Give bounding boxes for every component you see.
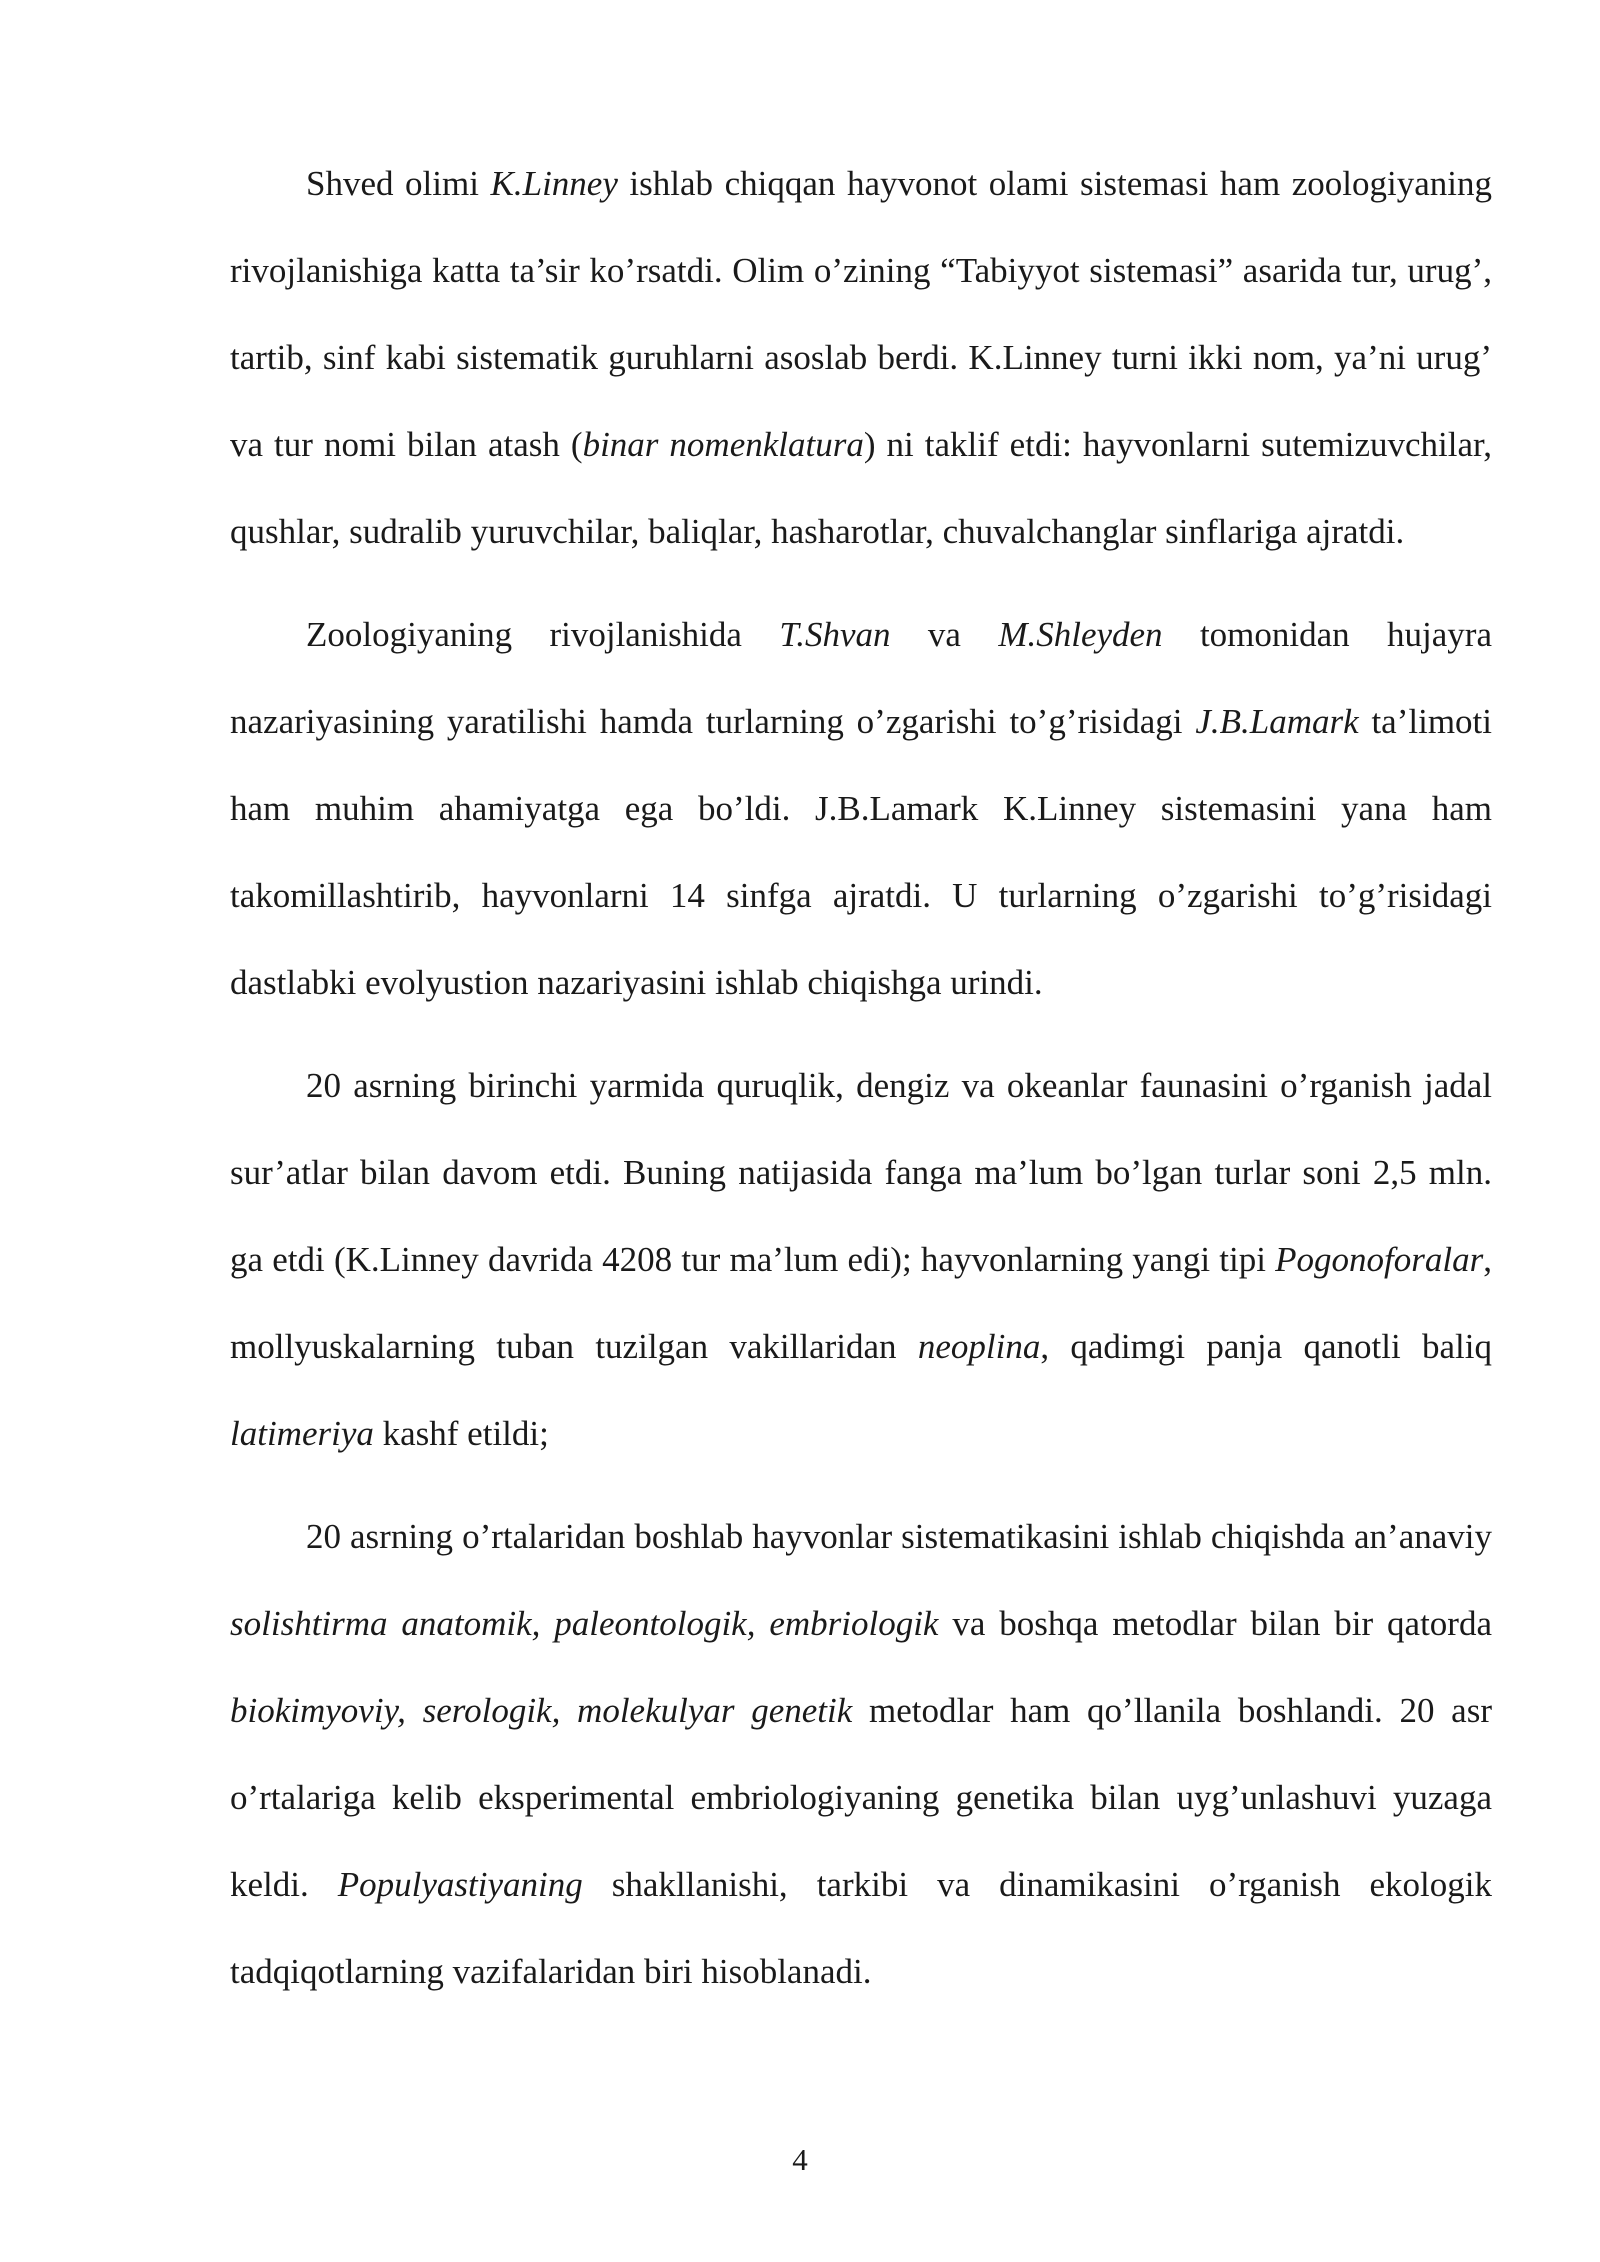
paragraph-cell-theory (230, 591, 1492, 1026)
text-run: 20 asrning birinchi yarmida quruqlik, dengiz va okeanlar faunasini o’rganish jadal sur’atlar bilan davom etdi. Buning natijasida fanga ma’lum bo’lgan turlar soni 2,5 mln. ga etdi (K.Linney davrida 4208 tur ma’lum edi); hayvonlarning yangi tipi (230, 1066, 1492, 1279)
italic-term: biokimyoviy, serologik, molekulyar genetik (230, 1691, 853, 1730)
text-run: Shved olimi (306, 164, 491, 203)
text-run: kashf etildi; (373, 1414, 549, 1453)
text-run: shakllanishi, tarkibi va dinamikasini o’rganish ekologik tadqiqotlarning vazifalaridan biri hisoblanadi. (230, 1865, 1492, 1991)
italic-term: solishtirma anatomik, paleontologik, embriologik (230, 1604, 939, 1643)
text-run: ta’limoti ham muhim ahamiyatga ega bo’ldi. J.B.Lamark K.Linney sistemasini yana ham takomillashtirib, hayvonlarni 14 sinfga ajratdi. U turlarning o’zgarishi to’g’risidagi dastlabki evolyustion nazariyasini ishlab chiqishga urindi. (230, 702, 1492, 1002)
italic-term: M.Shleyden (998, 615, 1163, 654)
text-run: , mollyuskalarning tuban tuzilgan vakillaridan (230, 1240, 1492, 1366)
paragraph-fauna-study (230, 1042, 1492, 1477)
text-run: va (890, 615, 999, 654)
page-number: 4 (792, 2142, 808, 2177)
italic-term: neoplina (917, 1327, 1041, 1366)
text-run: , qadimgi panja qanotli baliq (1040, 1327, 1492, 1366)
italic-term: latimeriya (230, 1414, 374, 1453)
italic-term: K.Linney (490, 164, 618, 203)
text-run: ishlab chiqqan hayvonot olami sistemasi ham zoologiyaning rivojlanishiga katta ta’sir ko’rsatdi. Olim o’zining “Tabiyyot sistemasi” asarida tur, urug’, tartib, sinf kabi sistematik guruhlarni asoslab berdi. K.Linney turni ikki nom, ya’ni urug’ va tur nomi bilan atash ( (230, 164, 1492, 464)
text-run: ) ni taklif etdi: hayvonlarni sutemizuvchilar, qushlar, sudralib yuruvchilar, baliqlar, hasharotlar, chuvalchanglar sinflariga ajratdi. (230, 425, 1492, 551)
italic-term: T.Shvan (779, 615, 891, 654)
paragraph-linney (230, 140, 1492, 575)
italic-term: Populyastiyaning (337, 1865, 583, 1904)
paragraph-methods (230, 1493, 1492, 2015)
italic-term: Pogonoforalar (1275, 1240, 1484, 1279)
text-run: 20 asrning o’rtalaridan boshlab hayvonlar sistematikasini ishlab chiqishda an’anaviy (306, 1517, 1492, 1556)
text-run: Zoologiyaning rivojlanishida (306, 615, 780, 654)
text-run: va boshqa metodlar bilan bir qatorda (938, 1604, 1492, 1643)
text-run: tomonidan hujayra nazariyasining yaratilishi hamda turlarning o’zgarishi to’g’risidagi (230, 615, 1492, 741)
document-body (230, 140, 1492, 2031)
text-run: metodlar ham qo’llanila boshlandi. 20 asr o’rtalariga kelib eksperimental embriologiyaning genetika bilan uyg’unlashuvi yuzaga keldi. (230, 1691, 1492, 1904)
italic-term: binar nomenklatura (582, 425, 864, 464)
italic-term: J.B.Lamark (1195, 702, 1359, 741)
